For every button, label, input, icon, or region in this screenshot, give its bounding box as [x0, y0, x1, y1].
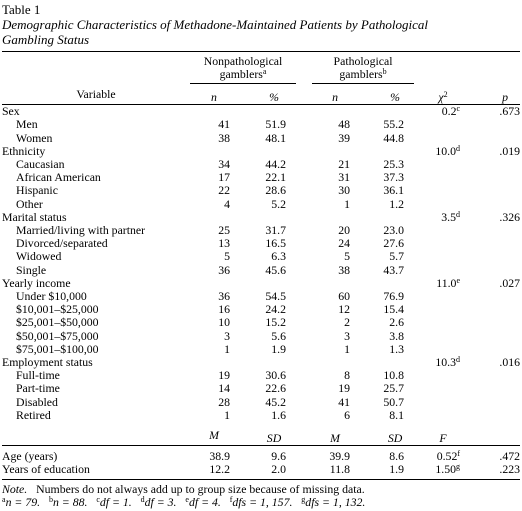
row-n2: 31	[338, 170, 351, 185]
table-title-line-2: Gambling Status	[2, 32, 90, 47]
statistic-footnote-mark: d	[456, 355, 461, 365]
row-n1: 36	[218, 289, 230, 304]
section-label: Yearly income	[2, 275, 71, 290]
row-label: African American	[16, 170, 101, 185]
statistic-value: 1.50	[435, 462, 457, 477]
section-p-value: .673	[499, 104, 521, 119]
group1-header	[190, 52, 296, 85]
row-sd1: 2.0	[271, 462, 287, 477]
statistic-value: 10.3	[435, 355, 457, 370]
row-pct2: 5.7	[389, 249, 405, 264]
row-m1: 12.2	[209, 462, 230, 477]
statistic-footnote-mark: d	[456, 143, 461, 153]
table-row	[2, 184, 520, 197]
row-pct2: 76.9	[383, 289, 405, 304]
row-p-value: .223	[499, 462, 521, 477]
table-row	[2, 409, 520, 422]
row-label: Retired	[16, 407, 51, 422]
row-n1: 19	[218, 368, 230, 383]
section-statistic	[414, 105, 472, 119]
statistic-value: 0.52	[436, 449, 458, 464]
row-label: Widowed	[16, 249, 62, 264]
footnote-mark: e	[185, 495, 189, 505]
footnote	[230, 495, 293, 509]
statistic-value: 0.2	[441, 104, 457, 119]
row-pct2: 25.7	[383, 381, 405, 396]
col-n2: n	[312, 84, 358, 105]
footnote	[141, 495, 177, 509]
table-row	[2, 316, 520, 329]
row-label: $25,001–$50,000	[16, 315, 99, 330]
row-pct2: 23.0	[383, 223, 405, 238]
row-pct1: 5.2	[271, 196, 287, 211]
row-n1: 25	[218, 223, 230, 238]
row-pct2: 43.7	[383, 262, 405, 277]
row-label: Part-time	[16, 381, 60, 396]
table-title-line-1: Demographic Characteristics of Methadone-Maintained Patients by Pathological	[2, 17, 429, 32]
row-label: Years of education	[2, 462, 90, 477]
row-n2: 12	[338, 302, 351, 317]
row-label: Women	[16, 130, 53, 145]
row-n2: 1	[344, 341, 351, 356]
row-label: $50,001–$75,000	[16, 328, 99, 343]
footnote	[301, 495, 365, 509]
table-page	[2, 2, 520, 510]
row-label: Divorced/separated	[16, 236, 108, 251]
table-row	[2, 171, 520, 184]
row-n1: 5	[224, 249, 230, 264]
section-statistic	[414, 277, 472, 290]
footnote-mark: a	[2, 495, 6, 505]
footnote	[2, 495, 40, 509]
footnote-text: n = 79.	[5, 495, 41, 510]
footnote-mark: d	[140, 495, 145, 505]
table-footnotes	[2, 496, 520, 510]
row-pct1: 22.1	[265, 170, 287, 185]
section-header-row	[2, 145, 520, 158]
col-chi-square: $\chi^2$	[414, 84, 472, 105]
group1-header-line1: Nonpathological	[203, 54, 283, 68]
section-label: Marital status	[2, 209, 67, 224]
row-n2: 41	[338, 394, 351, 409]
footnote-text: n = 88.	[52, 495, 88, 510]
row-pct1: 6.3	[271, 249, 287, 264]
row-n1: 14	[218, 381, 230, 396]
footnote-mark: g	[301, 495, 306, 505]
table-row	[2, 382, 520, 395]
row-pct1: 45.6	[265, 262, 287, 277]
section-p-value: .027	[499, 275, 521, 290]
row-n2: 2	[344, 315, 351, 330]
footnote	[96, 495, 131, 509]
row-pct2: 8.1	[389, 407, 405, 422]
row-m2: 39.9	[329, 449, 351, 464]
column-header-row	[2, 84, 520, 105]
row-pct2: 27.6	[383, 236, 405, 251]
section-label: Employment status	[2, 355, 93, 370]
row-n2: 38	[338, 262, 351, 277]
table-row	[2, 118, 520, 131]
statistic-footnote-mark: g	[456, 462, 461, 472]
section-p-value: .016	[499, 355, 521, 370]
section-p-value: .019	[499, 143, 521, 158]
continuous-header-row	[2, 429, 520, 446]
statistic-value: 3.5	[441, 209, 457, 224]
section-p-value: .326	[499, 209, 521, 224]
row-label: Other	[16, 196, 43, 211]
row-label: Caucasian	[16, 157, 65, 172]
col-pct1: %	[238, 84, 296, 105]
footnote-text: dfs = 1, 157.	[232, 495, 293, 510]
table-row	[2, 250, 520, 263]
row-pct2: 1.3	[389, 341, 405, 356]
row-label: Full-time	[16, 368, 60, 383]
row-statistic	[414, 463, 472, 476]
col-p: p	[472, 84, 520, 105]
continuous-data-rows	[2, 450, 520, 476]
row-n2: 19	[338, 381, 351, 396]
group2-header	[312, 52, 414, 85]
footnote	[185, 495, 220, 509]
footnote-mark: c	[96, 495, 100, 505]
row-pct2: 1.2	[389, 196, 405, 211]
section-header-row	[2, 105, 520, 119]
row-pct2: 25.3	[383, 157, 405, 172]
row-n2: 1	[344, 196, 351, 211]
table-title	[2, 17, 520, 47]
section-statistic	[414, 211, 472, 224]
section-statistic	[414, 145, 472, 158]
row-n1: 1	[224, 407, 230, 422]
col-f: F	[414, 429, 472, 446]
row-pct1: 24.2	[265, 302, 287, 317]
row-sd2: 8.6	[389, 449, 405, 464]
row-pct1: 44.2	[265, 157, 287, 172]
table-row	[2, 396, 520, 409]
row-label: $75,001–$100,00	[16, 341, 99, 356]
section-label: Ethnicity	[2, 143, 46, 158]
table-note: Note. Numbers do not always add up to group size because of missing data.	[2, 481, 365, 496]
row-pct1: 48.1	[265, 130, 287, 145]
row-pct1: 30.6	[265, 368, 287, 383]
row-label: Age (years)	[2, 449, 58, 464]
row-n1: 17	[218, 170, 230, 185]
row-label: Men	[16, 117, 38, 132]
col-m1: M	[190, 429, 238, 446]
section-statistic	[414, 356, 472, 369]
row-pct1: 1.6	[271, 407, 287, 422]
row-n1: 38	[218, 130, 230, 145]
row-sd1: 9.6	[271, 449, 287, 464]
row-pct2: 3.8	[389, 328, 405, 343]
group1-footnote-mark: a	[262, 67, 267, 76]
row-pct2: 50.7	[383, 394, 405, 409]
table-row	[2, 463, 520, 476]
row-n2: 30	[338, 183, 351, 198]
row-m1: 38.9	[209, 449, 230, 464]
footnote-text: df = 3.	[144, 495, 177, 510]
row-n2: 24	[338, 236, 351, 251]
col-sd1: SD	[238, 429, 296, 446]
footnote	[49, 495, 88, 509]
row-n1: 36	[218, 262, 230, 277]
row-pct1: 1.9	[271, 341, 287, 356]
row-n1: 13	[218, 236, 230, 251]
group1-header-line2: gamblers$^a$	[190, 68, 296, 84]
table-bottom-rule	[2, 479, 520, 480]
row-label: Single	[16, 262, 47, 277]
col-pct2: %	[358, 84, 414, 105]
statistic-footnote-mark: c	[456, 104, 461, 114]
row-pct2: 2.6	[389, 315, 405, 330]
row-pct2: 15.4	[383, 302, 405, 317]
row-n2: 8	[344, 368, 351, 383]
group2-header-line1: Pathological	[333, 54, 393, 68]
table-number: Table 1	[2, 2, 41, 17]
row-label: Disabled	[16, 394, 58, 409]
row-pct1: 5.6	[271, 328, 287, 343]
footnote-text: df = 1.	[99, 495, 132, 510]
statistic-value: 10.0	[435, 143, 457, 158]
row-n1: 41	[218, 117, 230, 132]
row-n2: 5	[344, 249, 351, 264]
table-row	[2, 330, 520, 343]
row-pct1: 22.6	[265, 381, 287, 396]
statistic-value: 11.0	[436, 275, 457, 290]
row-m2: 11.8	[329, 462, 351, 477]
row-n2: 48	[338, 117, 351, 132]
row-label: Hispanic	[16, 183, 58, 198]
row-n2: 21	[338, 157, 351, 172]
row-sd2: 1.9	[389, 462, 405, 477]
row-n1: 4	[224, 196, 230, 211]
row-pct2: 37.3	[383, 170, 405, 185]
row-pct1: 51.9	[265, 117, 287, 132]
categorical-rows	[2, 105, 520, 422]
row-n2: 60	[338, 289, 351, 304]
footnote-text: df = 4.	[188, 495, 221, 510]
footnote-mark: f	[229, 495, 233, 505]
row-pct1: 28.6	[265, 183, 287, 198]
col-variable: Variable	[2, 84, 190, 105]
row-label: Married/living with partner	[16, 223, 146, 238]
row-pct1: 15.2	[265, 315, 287, 330]
row-p-value: .472	[499, 449, 521, 464]
footnote-text: dfs = 1, 132.	[305, 495, 366, 510]
statistic-footnote-mark: e	[456, 275, 461, 285]
row-pct2: 55.2	[383, 117, 405, 132]
statistic-footnote-mark: f	[457, 449, 461, 459]
footnote-mark: b	[48, 495, 53, 505]
group2-header-line2: gamblers$^b$	[312, 68, 414, 84]
row-n1: 34	[218, 157, 230, 172]
col-n1: n	[190, 84, 238, 105]
continuous-rows	[2, 422, 520, 450]
row-pct2: 44.8	[383, 130, 405, 145]
row-pct1: 16.5	[265, 236, 287, 251]
row-n1: 16	[218, 302, 230, 317]
row-n1: 3	[224, 328, 230, 343]
row-n1: 1	[224, 341, 230, 356]
row-n1: 28	[218, 394, 230, 409]
row-pct1: 31.7	[265, 223, 287, 238]
section-header-row	[2, 356, 520, 369]
row-n2: 20	[338, 223, 351, 238]
row-n2: 39	[338, 130, 351, 145]
table-row	[2, 237, 520, 250]
demographics-table	[2, 51, 520, 477]
row-pct2: 36.1	[383, 183, 405, 198]
row-label: Under $10,000	[16, 289, 87, 304]
statistic-footnote-mark: d	[456, 209, 461, 219]
col-sd2: SD	[358, 429, 414, 446]
row-n1: 10	[218, 315, 230, 330]
section-label: Sex	[2, 104, 20, 119]
row-n2: 6	[344, 407, 351, 422]
row-n1: 22	[218, 183, 230, 198]
group2-footnote-mark: b	[382, 67, 387, 76]
table-row	[2, 369, 520, 382]
row-pct2: 10.8	[383, 368, 405, 383]
row-pct1: 54.5	[265, 289, 287, 304]
col-m2: M	[312, 429, 358, 446]
row-n2: 3	[344, 328, 351, 343]
row-pct1: 45.2	[265, 394, 287, 409]
row-label: $10,001–$25,000	[16, 302, 99, 317]
